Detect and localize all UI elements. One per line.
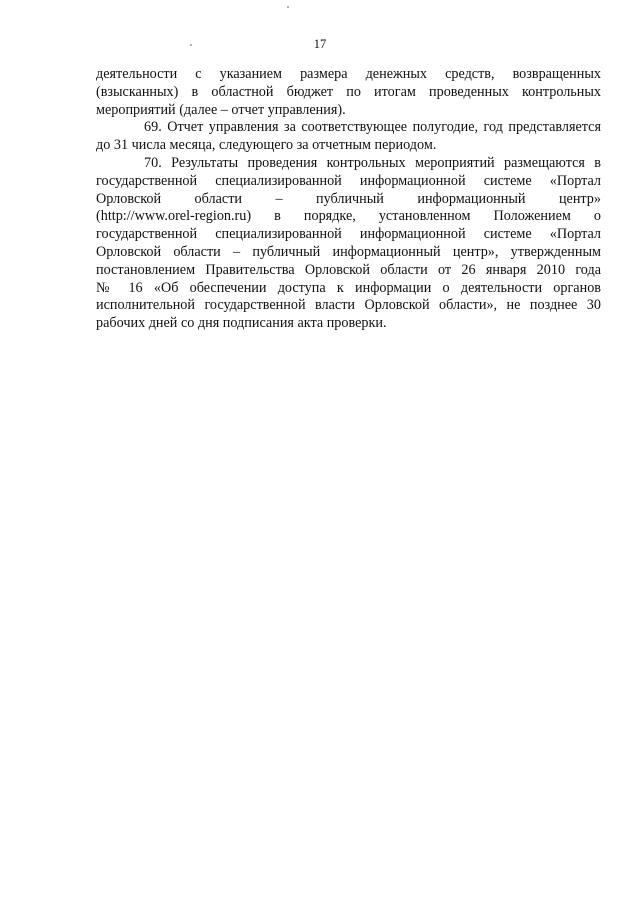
text-line: Орловской области – публичный информационный центр» xyxy=(96,190,601,207)
document-body xyxy=(96,66,601,333)
text-line: исполнительной государственной власти Орловской области», не позднее 30 xyxy=(96,297,601,314)
text-line: государственной специализированной информационной системе «Портал xyxy=(96,226,601,243)
paragraph-item-69 xyxy=(96,119,601,155)
text-line: постановлением Правительства Орловской области от 26 января 2010 года xyxy=(96,261,601,278)
text-line: рабочих дней со дня подписания акта проверки. xyxy=(96,315,387,332)
text-line: государственной специализированной информационной системе «Портал xyxy=(96,172,601,189)
paragraph-item-70 xyxy=(96,155,601,333)
text-line: (взысканных) в областной бюджет по итогам проведенных контрольных xyxy=(96,83,601,100)
text-line: Орловской области – публичный информационный центр», утвержденным xyxy=(96,243,601,260)
text-line: до 31 числа месяца, следующего за отчетным периодом. xyxy=(96,137,437,154)
scan-speck xyxy=(287,6,289,8)
text-line: (http://www.orel-region.ru) в порядке, установленном Положением о xyxy=(96,208,601,225)
text-line: деятельности с указанием размера денежных средств, возвращенных xyxy=(96,66,601,82)
text-line: 70. Результаты проведения контрольных мероприятий размещаются в xyxy=(144,154,601,171)
text-line: мероприятий (далее – отчет управления). xyxy=(96,101,346,118)
page-number: 17 xyxy=(313,37,327,51)
text-line: № 16 «Об обеспечении доступа к информации о деятельности органов xyxy=(96,279,601,296)
text-line: 69. Отчет управления за соответствующее полугодие, год представляется xyxy=(144,119,601,136)
paragraph-continuation xyxy=(96,66,601,119)
